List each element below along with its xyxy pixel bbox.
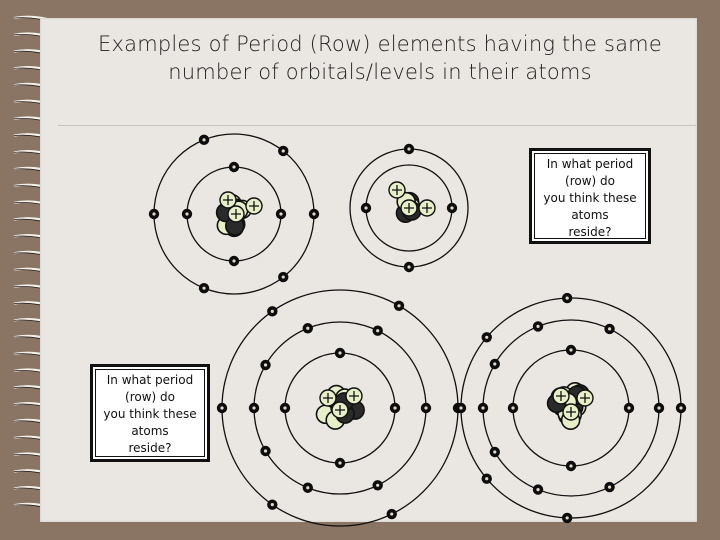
- plus-icon: [228, 206, 244, 222]
- electron-dot-icon: [335, 348, 345, 358]
- electron-dot-icon: [447, 203, 457, 213]
- electron-dot-icon: [199, 135, 209, 145]
- electron-dot-icon: [508, 403, 518, 413]
- electron-dot-icon: [566, 461, 576, 471]
- electron-dot-icon: [335, 458, 345, 468]
- electron-dot-icon: [303, 323, 313, 333]
- electron-dot-icon: [456, 403, 466, 413]
- electron-dot-icon: [260, 360, 270, 370]
- nucleus: [548, 383, 593, 429]
- plus-icon: [389, 182, 405, 198]
- electron-dot-icon: [562, 293, 572, 303]
- question-left-line-2: (row) do: [125, 390, 175, 404]
- title-line-1: Examples of Period (Row) elements having the same: [98, 32, 662, 56]
- question-box-top: [529, 148, 651, 244]
- electron-dot-icon: [276, 209, 286, 219]
- electron-dot-icon: [249, 403, 259, 413]
- electron-dot-icon: [217, 403, 227, 413]
- electron-dot-icon: [267, 306, 277, 316]
- electron-dot-icon: [404, 144, 414, 154]
- nucleus: [217, 192, 262, 236]
- electron-dot-icon: [280, 403, 290, 413]
- plus-icon: [320, 390, 336, 406]
- electron-dot-icon: [278, 146, 288, 156]
- plus-icon: [246, 198, 262, 214]
- electron-dot-icon: [372, 480, 382, 490]
- question-left-line-5: reside?: [128, 441, 172, 455]
- electron-dot-icon: [482, 332, 492, 342]
- electron-dot-icon: [654, 403, 664, 413]
- electron-dot-icon: [394, 301, 404, 311]
- electron-dot-icon: [182, 209, 192, 219]
- question-top-line-5: reside?: [568, 225, 612, 239]
- electron-dot-icon: [604, 324, 614, 334]
- electron-dot-icon: [309, 209, 319, 219]
- question-top-line-3: you think these: [543, 191, 637, 205]
- plus-icon: [577, 390, 593, 406]
- question-top-line-1: In what period: [546, 157, 634, 171]
- question-top-line-2: (row) do: [565, 174, 615, 188]
- plus-icon: [332, 402, 348, 418]
- electron-dot-icon: [490, 447, 500, 457]
- plus-icon: [563, 404, 579, 420]
- electron-dot-icon: [533, 484, 543, 494]
- plus-icon: [419, 200, 435, 216]
- question-top-line-4: atoms: [571, 208, 609, 222]
- electron-dot-icon: [149, 209, 159, 219]
- electron-dot-icon: [566, 345, 576, 355]
- plus-icon: [220, 192, 236, 208]
- question-box-left-frame: [95, 369, 205, 457]
- title-line-2: number of orbitals/levels in their atoms: [168, 60, 592, 84]
- electron-dot-icon: [404, 262, 414, 272]
- question-box-top-frame: [534, 153, 646, 239]
- plus-icon: [346, 388, 362, 404]
- electron-dot-icon: [229, 162, 239, 172]
- electron-dot-icon: [478, 403, 488, 413]
- question-left-line-1: In what period: [106, 373, 194, 387]
- nucleus: [389, 182, 435, 222]
- electron-dot-icon: [390, 403, 400, 413]
- atom-top-left: [149, 134, 319, 294]
- electron-dot-icon: [604, 482, 614, 492]
- electron-dot-icon: [361, 203, 371, 213]
- electron-dot-icon: [372, 326, 382, 336]
- question-left-line-3: you think these: [103, 407, 197, 421]
- electron-dot-icon: [624, 403, 634, 413]
- electron-dot-icon: [260, 446, 270, 456]
- electron-dot-icon: [490, 359, 500, 369]
- atom-bottom-middle: [217, 290, 463, 526]
- electron-dot-icon: [421, 403, 431, 413]
- electron-dot-icon: [229, 256, 239, 266]
- electron-dot-icon: [387, 509, 397, 519]
- atom-bottom-right: [456, 293, 686, 523]
- electron-dot-icon: [533, 321, 543, 331]
- electron-dot-icon: [303, 483, 313, 493]
- electron-dot-icon: [676, 403, 686, 413]
- question-box-left: [90, 364, 210, 462]
- plus-icon: [553, 388, 569, 404]
- nucleus: [316, 386, 364, 430]
- electron-dot-icon: [278, 272, 288, 282]
- electron-dot-icon: [562, 513, 572, 523]
- plus-icon: [401, 200, 417, 216]
- electron-dot-icon: [199, 283, 209, 293]
- atom-top-right: [350, 144, 468, 272]
- question-left-line-4: atoms: [131, 424, 169, 438]
- electron-dot-icon: [482, 474, 492, 484]
- electron-dot-icon: [267, 499, 277, 509]
